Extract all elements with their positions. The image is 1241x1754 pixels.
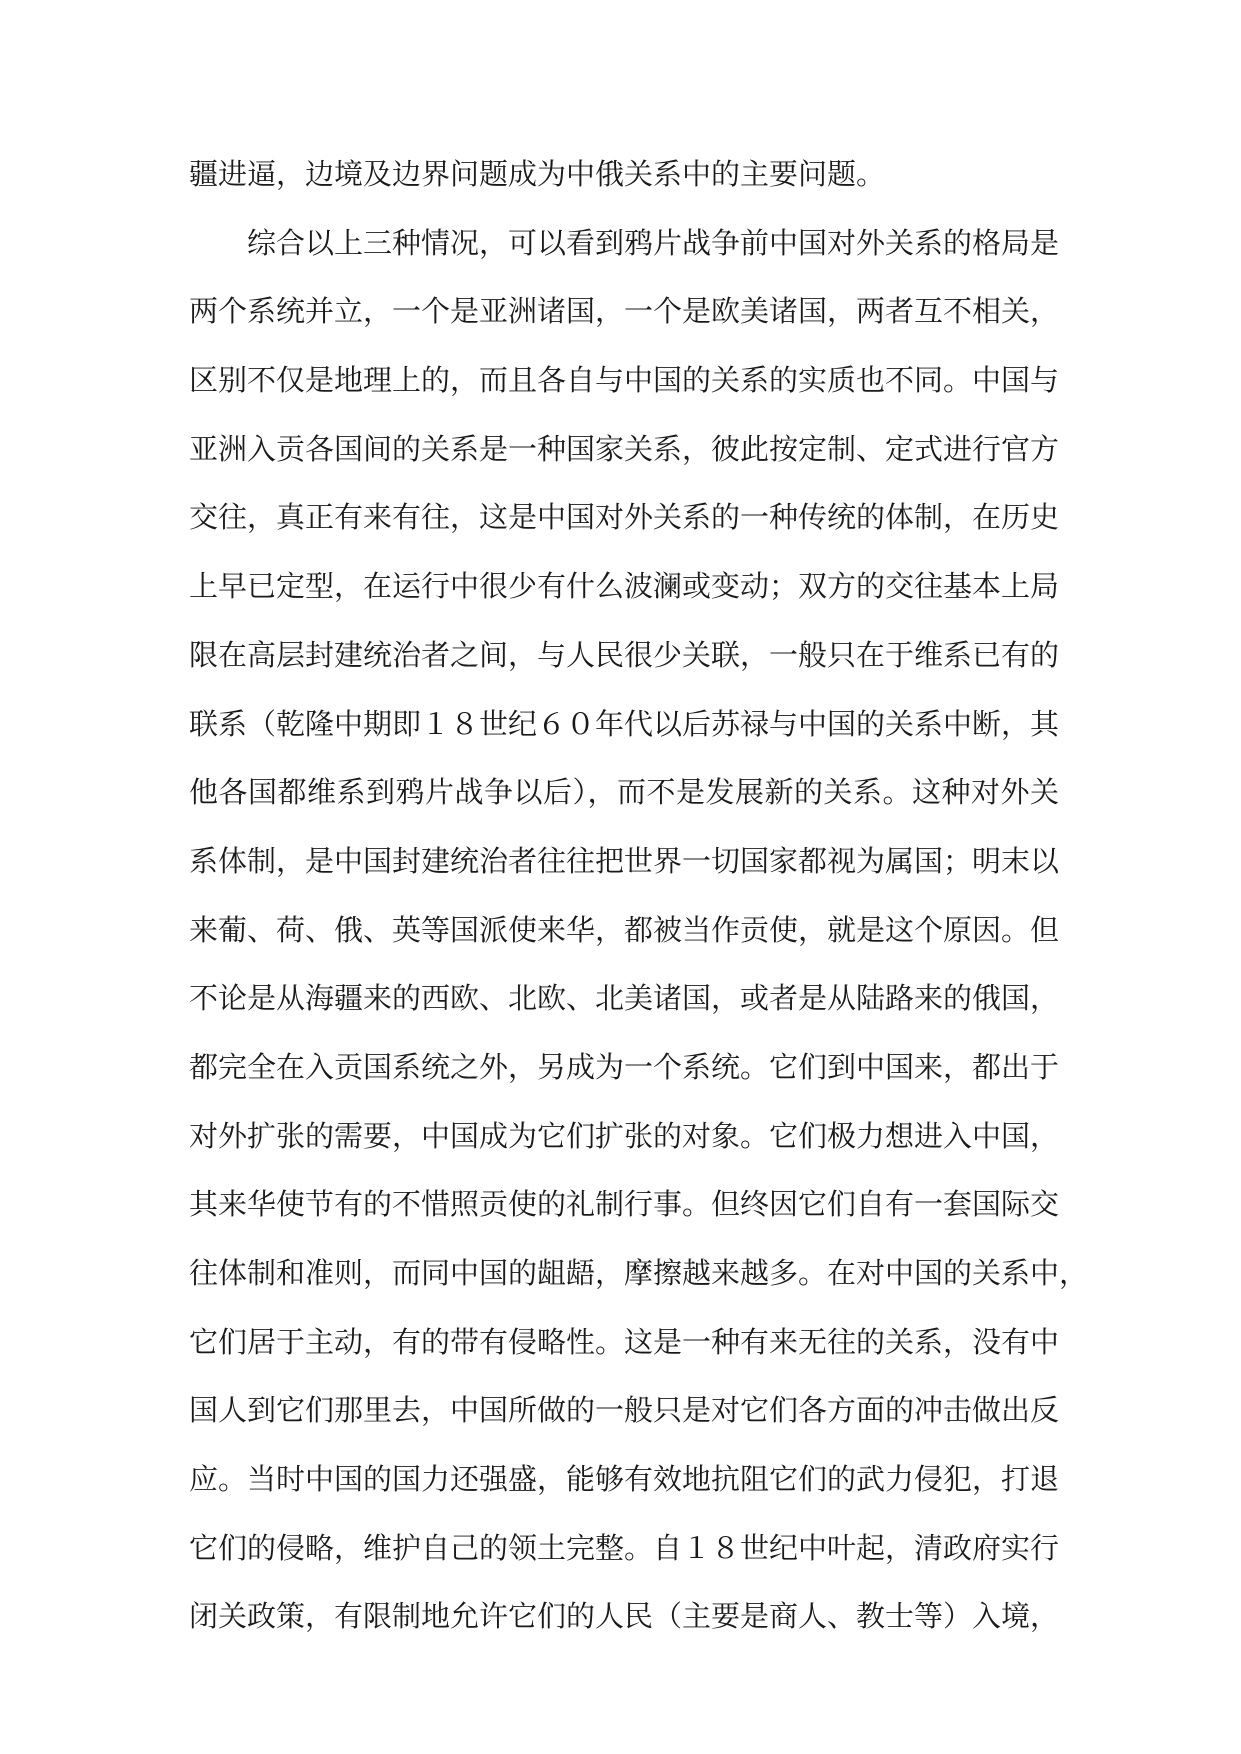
- text-line: 应。当时中国的国力还强盛，能够有效地抗阻它们的武力侵犯，打退: [189, 1462, 1060, 1497]
- text-line: 他各国都维系到鸦片战争以后），而不是发展新的关系。这种对外关: [189, 775, 1059, 810]
- text-line: 它们的侵略，维护自己的领土完整。自１８世纪中叶起，清政府实行: [189, 1530, 1060, 1565]
- text-line: 两个系统并立，一个是亚洲诸国，一个是欧美诸国，两者互不相关，: [189, 294, 1060, 329]
- text-line: 系体制，是中国封建统治者往往把世界一切国家都视为属国；明末以: [189, 843, 1060, 878]
- text-line: 疆进逼，边境及边界问题成为中俄关系中的主要问题。: [189, 157, 886, 191]
- text-line: 联系（乾隆中期即１８世纪６０年代以后苏禄与中国的关系中断，其: [189, 706, 1060, 741]
- text-line: 它们居于主动，有的带有侵略性。这是一种有来无往的关系，没有中: [189, 1324, 1060, 1359]
- paragraph-first-line: 综合以上三种情况，可以看到鸦片战争前中国对外关系的格局是: [247, 225, 1060, 260]
- body-text: [189, 156, 1089, 1667]
- text-line: 对外扩张的需要，中国成为它们扩张的对象。它们极力想进入中国，: [189, 1118, 1060, 1153]
- text-line: 限在高层封建统治者之间，与人民很少关联，一般只在于维系已有的: [189, 637, 1060, 672]
- text-line: 交往，真正有来有往，这是中国对外关系的一种传统的体制，在历史: [189, 500, 1060, 535]
- text-line: 不论是从海疆来的西欧、北欧、北美诸国，或者是从陆路来的俄国，: [189, 981, 1060, 1016]
- text-line: 闭关政策，有限制地允许它们的人民（主要是商人、教士等）入境，: [189, 1599, 1060, 1634]
- text-line: 亚洲入贡各国间的关系是一种国家关系，彼此按定制、定式进行官方: [189, 431, 1060, 466]
- text-line: 其来华使节有的不惜照贡使的礼制行事。但终因它们自有一套国际交: [189, 1187, 1060, 1222]
- text-line: 区别不仅是地理上的，而且各自与中国的关系的实质也不同。中国与: [189, 363, 1060, 398]
- text-line: 来葡、荷、俄、英等国派使来华，都被当作贡使，就是这个原因。但: [189, 912, 1060, 947]
- text-line: 往体制和准则，而同中国的龃龉，摩擦越来越多。在对中国的关系中，: [189, 1256, 1089, 1290]
- text-line: 都完全在入贡国系统之外，另成为一个系统。它们到中国来，都出于: [189, 1049, 1060, 1084]
- text-line: 国人到它们那里去，中国所做的一般只是对它们各方面的冲击做出反: [189, 1393, 1060, 1428]
- text-line: 上早已定型，在运行中很少有什么波澜或变动；双方的交往基本上局: [189, 569, 1060, 604]
